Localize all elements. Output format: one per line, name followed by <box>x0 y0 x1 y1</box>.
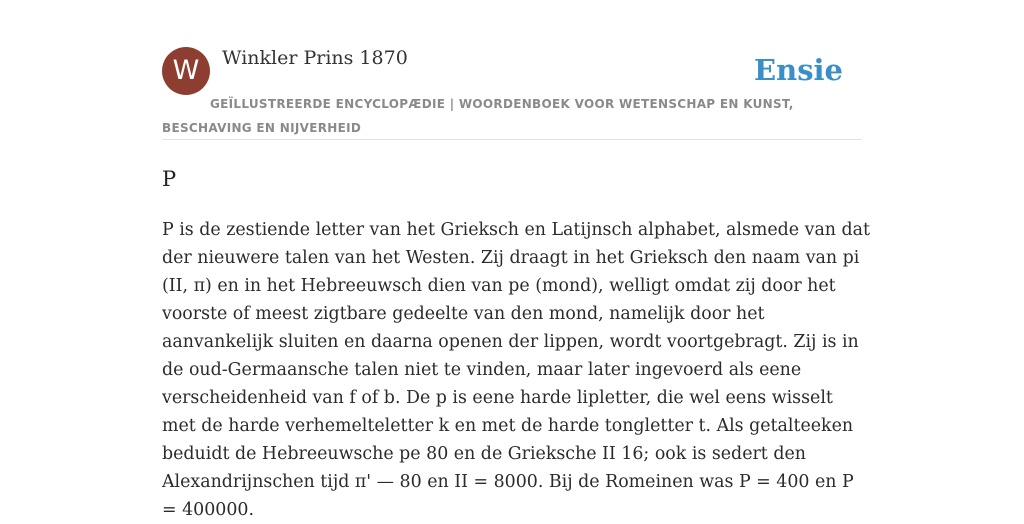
entry-title: P <box>162 167 177 191</box>
source-title-link[interactable]: Winkler Prins 1870 <box>222 47 408 69</box>
entry-paragraph: P is de zestiende letter van het Grieksch en Latijnsch alphabet, alsmede van dat der nieuwere talen van het Westen. Zij draagt in het Grieksch den naam van pi (II, π) en in het Hebreeuwsch dien van pe (mond), welligt omdat zij door het voorste of meest zigtbare gedeelte van den mond, namelijk door het aanvankelijk sluiten en daarna openen der lippen, wordt voortgebragt. Zij is in de oud-Germaansche talen niet te vinden, maar later ingevoerd als eene verscheidenheid van f of b. De p is eene harde lipletter, die wel eens wisselt met de harde verhemelteletter k en met de harde tongletter t. Als getalteeken beduidt de Hebreeuwsche pe 80 en de Grieksche II 16; ook is sedert den Alexandrijnschen tijd π' — 80 en II = 8000. Bij de Romeinen was P = 400 en P = 400000. <box>162 220 871 520</box>
ensie-logo-link[interactable]: Ensie <box>754 53 843 87</box>
entry-body <box>162 216 872 524</box>
source-avatar[interactable]: W <box>162 47 210 95</box>
source-subtitle: GEÏLLUSTREERDE ENCYCLOPÆDIE | WOORDENBOEK VOOR WETENSCHAP EN KUNST, BESCHAVING EN NIJVERHEID <box>162 97 794 135</box>
header-divider <box>162 139 862 140</box>
